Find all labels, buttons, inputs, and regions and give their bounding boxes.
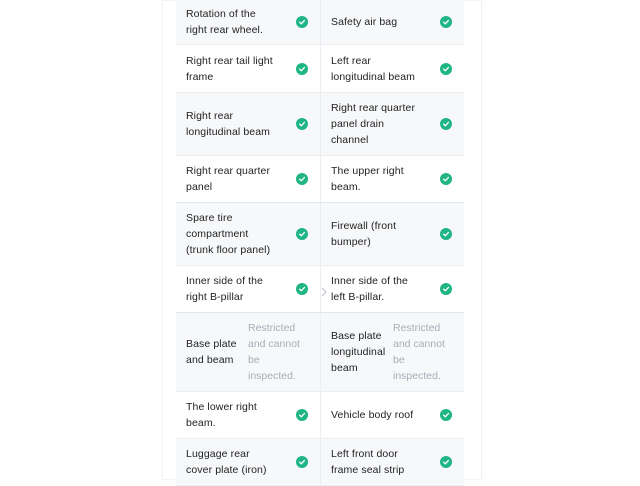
item-label: Right rear longitudinal beam (186, 110, 271, 138)
inspection-item (176, 156, 320, 202)
check-circle-icon (440, 63, 452, 75)
table-row (176, 266, 464, 313)
item-label: Inner side of the left B-pillar. (331, 275, 408, 303)
check-circle-icon (296, 16, 308, 28)
inspection-item (320, 313, 464, 391)
inspection-item (320, 392, 464, 438)
inspection-item (176, 439, 320, 485)
table-row (176, 93, 464, 156)
check-circle-icon (296, 283, 308, 295)
restricted-note: Restricted and cannot be inspected. (393, 322, 445, 382)
check-circle-icon (296, 456, 308, 468)
item-label: Safety air bag (331, 16, 398, 28)
restricted-note: Restricted and cannot be inspected. (248, 322, 300, 382)
check-circle-icon (296, 63, 308, 75)
check-circle-icon (440, 456, 452, 468)
item-label: Base plate longitudinal beam (331, 330, 386, 374)
item-label: Spare tire compartment (trunk floor panel) (186, 212, 271, 256)
inspection-item (176, 93, 320, 155)
table-row (176, 0, 464, 45)
inspection-item (320, 93, 464, 155)
check-circle-icon (296, 118, 308, 130)
item-label: The upper right beam. (331, 165, 404, 193)
table-row (176, 156, 464, 203)
item-label: Right rear quarter panel drain channel (331, 102, 416, 146)
table-row (176, 45, 464, 93)
item-label: Right rear tail light frame (186, 54, 273, 83)
item-label: The lower right beam. (186, 401, 257, 429)
inspection-item (176, 0, 320, 44)
check-circle-icon (440, 173, 452, 185)
check-circle-icon (440, 16, 452, 28)
item-label: Base plate and beam (186, 338, 237, 366)
item-label: Left front door frame seal strip (331, 448, 405, 476)
check-circle-icon (440, 283, 452, 295)
check-circle-icon (296, 228, 308, 240)
check-circle-icon (440, 118, 452, 130)
item-label: Inner side of the right B-pillar (186, 275, 263, 303)
inspection-item (176, 266, 320, 312)
item-label: Firewall (front bumper) (331, 220, 397, 248)
item-label: Vehicle body roof (331, 409, 414, 421)
table-row (176, 392, 464, 439)
item-label: Left rear longitudinal beam (331, 54, 416, 83)
inspection-item (176, 392, 320, 438)
check-circle-icon (296, 409, 308, 421)
inspection-item (176, 203, 320, 265)
item-label: Right rear quarter panel (186, 165, 271, 193)
check-circle-icon (440, 228, 452, 240)
item-label: Rotation of the right rear wheel. (186, 8, 263, 36)
inspection-item (320, 156, 464, 202)
inspection-item (176, 45, 320, 92)
table-row (176, 439, 464, 486)
inspection-panel (162, 0, 482, 480)
table-row (176, 203, 464, 266)
check-circle-icon (440, 409, 452, 421)
inspection-item (320, 266, 464, 312)
table-row (176, 313, 464, 392)
inspection-item (176, 313, 320, 391)
inspection-item (320, 439, 464, 485)
inspection-item (320, 45, 464, 92)
item-label: Luggage rear cover plate (iron) (186, 448, 267, 476)
check-circle-icon (296, 173, 308, 185)
inspection-list (176, 0, 464, 486)
inspection-item (320, 0, 464, 44)
inspection-item (320, 203, 464, 265)
